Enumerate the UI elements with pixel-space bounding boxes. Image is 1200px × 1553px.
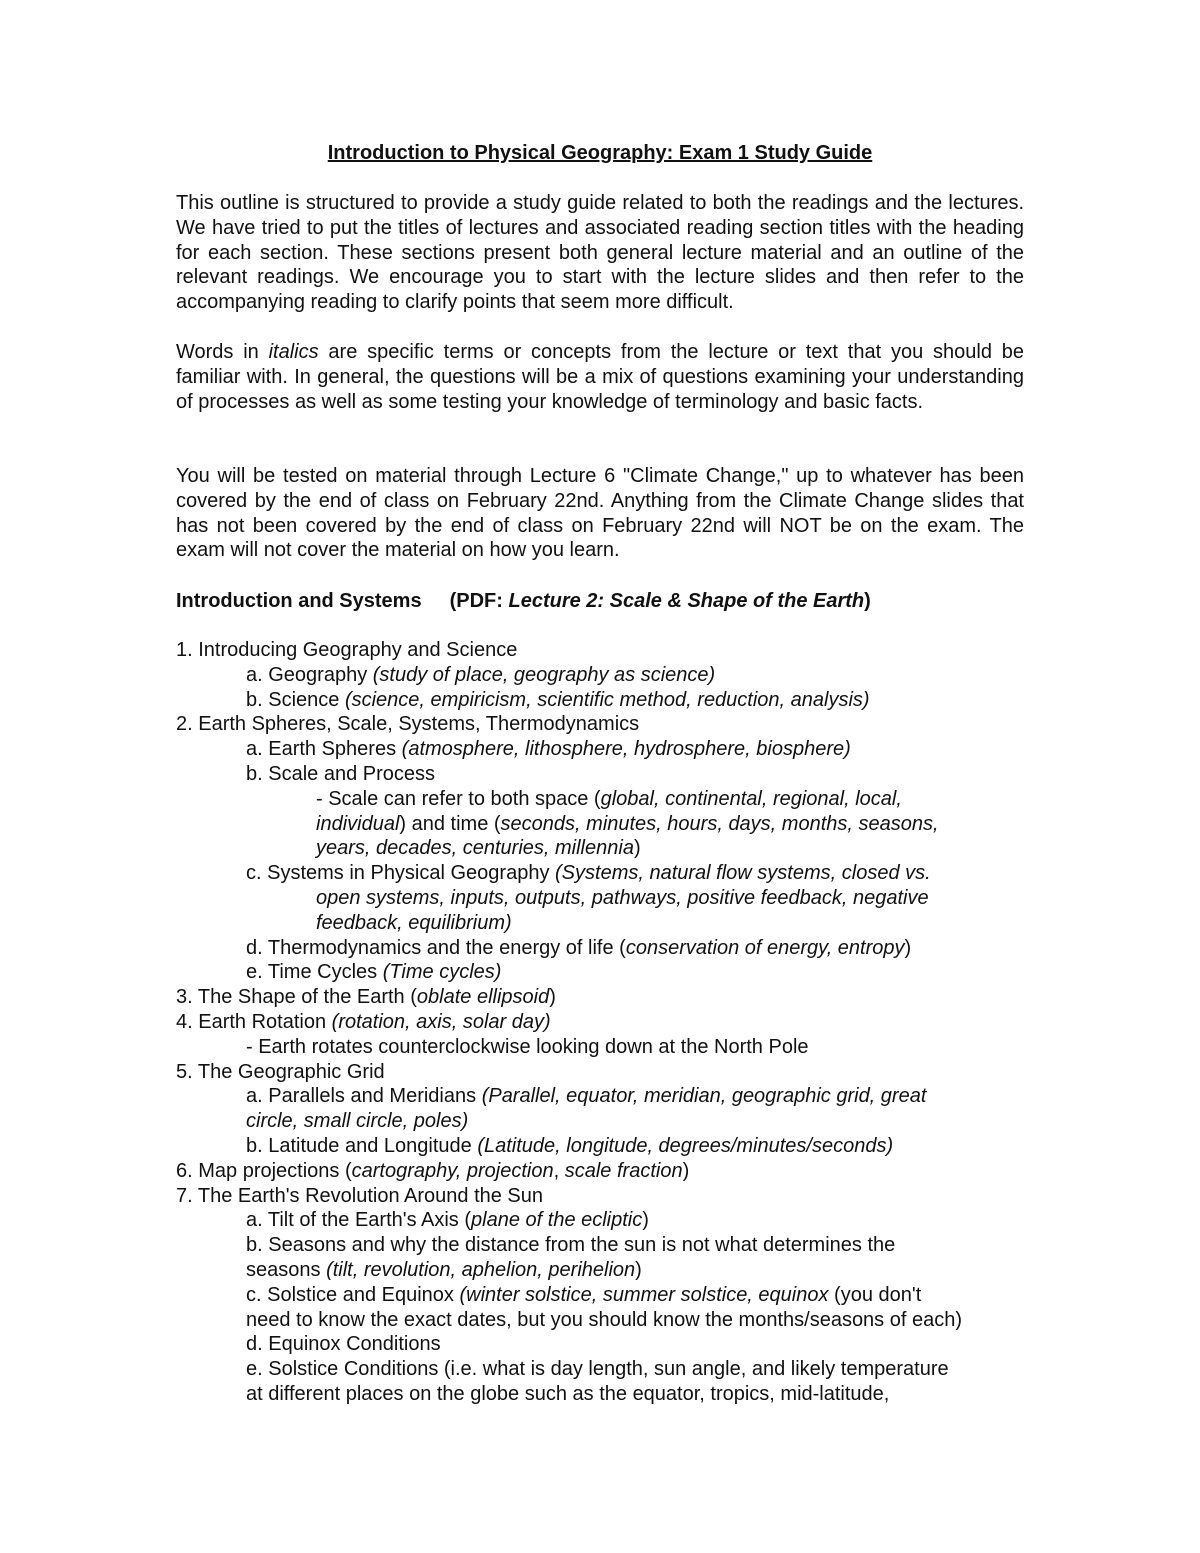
outline-line: [0, 1332, 1200, 1357]
section-heading-pdf-prefix: (PDF:: [449, 590, 509, 612]
outline-line: [0, 712, 1200, 737]
outline-text: ): [635, 1258, 642, 1281]
outline-line: [0, 936, 1200, 961]
outline-term-italic: cartography, projection: [351, 1159, 554, 1182]
outline-text: b. Latitude and Longitude: [246, 1134, 478, 1157]
outline-term-italic: circle, small circle, poles): [246, 1110, 469, 1133]
outline-line: [0, 1084, 1200, 1109]
outline-line: [0, 985, 1200, 1010]
outline-line: [0, 1184, 1200, 1209]
outline-line: [0, 1010, 1200, 1035]
intro-paragraph-2: [176, 340, 1024, 414]
outline-line: [0, 1208, 1200, 1233]
section-heading-title: Introduction and Systems: [176, 590, 422, 612]
outline-text: 1. Introducing Geography and Science: [176, 639, 518, 661]
outline-line: [0, 1159, 1200, 1184]
intro-paragraph-2-post: are specific terms or concepts from the lecture or text that you should be familiar with. In general, the questions will be a mix of questions examining your understanding of processes as well as some testing your knowledge of terminology and basic facts.: [176, 341, 1024, 413]
outline-text: 7. The Earth's Revolution Around the Sun: [176, 1184, 544, 1207]
outline-text: e. Solstice Conditions (i.e. what is day length, sun angle, and likely temperature: [246, 1358, 949, 1381]
outline-text: (you don't: [828, 1283, 922, 1306]
outline-term-italic: feedback, equilibrium): [316, 911, 512, 934]
outline-line: [0, 1308, 1200, 1333]
outline-text: ): [633, 837, 641, 860]
outline-line: [0, 663, 1200, 688]
outline-line: [0, 960, 1200, 985]
intro-paragraph-2-pre: Words in: [176, 341, 269, 363]
outline-line: [0, 1233, 1200, 1258]
outline-term-italic: (rotation, axis, solar day): [331, 1010, 551, 1033]
outline-line: [0, 861, 1200, 886]
outline-term-italic: (winter solstice, summer solstice, equinox: [459, 1283, 829, 1306]
outline-term-italic: seconds, minutes, hours, days, months, seasons,: [500, 812, 939, 835]
outline-text: - Earth rotates counterclockwise looking down at the North Pole: [246, 1035, 809, 1058]
outline-text: a. Tilt of the Earth's Axis (: [246, 1209, 472, 1232]
outline-text: 5. The Geographic Grid: [176, 1060, 385, 1083]
outline-term-italic: (Parallel, equator, meridian, geographic grid, great: [481, 1085, 927, 1108]
section-heading-pdf-reference: Lecture 2: Scale & Shape of the Earth: [508, 590, 865, 612]
outline-text: a. Geography: [246, 663, 373, 686]
outline-term-italic: individual: [316, 812, 400, 835]
outline-text: ,: [553, 1159, 565, 1182]
outline-term-italic: plane of the ecliptic: [471, 1209, 643, 1232]
outline-text: need to know the exact dates, but you should know the months/seasons of each): [246, 1308, 963, 1331]
outline-line: [0, 1134, 1200, 1159]
outline-text: b. Seasons and why the distance from the sun is not what determines the: [246, 1234, 896, 1257]
outline-term-italic: (science, empiricism, scientific method, reduction, analysis): [344, 688, 870, 711]
outline-text: 4. Earth Rotation: [176, 1010, 332, 1033]
outline-text: ): [642, 1209, 649, 1232]
outline-text: ): [682, 1159, 690, 1182]
outline-text: at different places on the globe such as the equator, tropics, mid-latitude,: [246, 1382, 890, 1405]
outline-text: c. Systems in Physical Geography: [246, 862, 556, 885]
outline-term-italic: years, decades, centuries, millennia: [316, 837, 634, 860]
outline-text: 3. The Shape of the Earth (: [176, 986, 417, 1009]
outline-line: [0, 1258, 1200, 1283]
outline-line: [0, 886, 1200, 911]
outline-term-italic: global, continental, regional, local,: [600, 787, 902, 810]
outline-line: [0, 1357, 1200, 1382]
outline-term-italic: oblate ellipsoid: [416, 986, 550, 1009]
outline-line: [0, 1109, 1200, 1134]
outline-line: [0, 1035, 1200, 1060]
outline-text: a. Parallels and Meridians: [246, 1085, 482, 1108]
outline-term-italic: open systems, inputs, outputs, pathways, positive feedback, negative: [316, 886, 929, 909]
outline-line: [0, 812, 1200, 837]
outline-line: [0, 688, 1200, 713]
outline-term-italic: (Latitude, longitude, degrees/minutes/seconds): [477, 1134, 894, 1157]
outline-text: ): [549, 986, 556, 1009]
outline-term-italic: conservation of energy, entropy: [625, 936, 905, 959]
outline-text: seasons: [246, 1258, 327, 1281]
outline-term-italic: (study of place, geography as science): [372, 663, 716, 686]
outline-line: [0, 787, 1200, 812]
outline-text: ) and time (: [399, 812, 501, 835]
outline-line: [0, 737, 1200, 762]
outline-line: [0, 638, 1200, 663]
outline-line: [0, 911, 1200, 936]
outline-text: c. Solstice and Equinox: [246, 1283, 460, 1306]
outline-line: [0, 1382, 1200, 1407]
outline-term-italic: scale fraction: [564, 1159, 683, 1182]
outline-text: d. Thermodynamics and the energy of life (: [246, 936, 626, 959]
outline-text: - Scale can refer to both space (: [316, 787, 601, 810]
outline-list: [0, 638, 1200, 1407]
intro-paragraph-2-italic: italics: [268, 341, 319, 363]
outline-text: b. Scale and Process: [246, 762, 435, 785]
section-heading-pdf-suffix: ): [864, 590, 871, 612]
outline-text: b. Science: [246, 688, 345, 711]
outline-line: [0, 1283, 1200, 1308]
outline-text: 2. Earth Spheres, Scale, Systems, Thermodynamics: [176, 713, 640, 736]
outline-term-italic: (atmosphere, lithosphere, hydrosphere, biosphere): [401, 738, 851, 761]
outline-line: [0, 1060, 1200, 1085]
outline-text: a. Earth Spheres: [246, 738, 402, 761]
outline-text: ): [904, 936, 912, 959]
outline-line: [0, 836, 1200, 861]
outline-line: [0, 762, 1200, 787]
outline-text: d. Equinox Conditions: [246, 1333, 441, 1356]
outline-text: 6. Map projections (: [176, 1159, 352, 1182]
document-title: Introduction to Physical Geography: Exam 1 Study Guide: [327, 142, 873, 164]
intro-paragraph-1: This outline is structured to provide a study guide related to both the readings and the lectures. We have tried to put the titles of lectures and associated reading section titles with the heading for each section. These sections present both general lecture material and an outline of the relevant readings. We encourage you to start with the lecture slides and then refer to the accompanying reading to clarify points that seem more difficult.: [176, 192, 1024, 314]
outline-term-italic: (Systems, natural flow systems, closed vs.: [555, 862, 931, 885]
outline-term-italic: (Time cycles): [382, 961, 502, 984]
section-heading: [176, 589, 1024, 614]
intro-paragraph-3: You will be tested on material through Lecture 6 "Climate Change," up to whatever has been covered by the end of class on February 22nd. Anything from the Climate Change slides that has not been covered by the end of class on February 22nd will NOT be on the exam. The exam will not cover the material on how you learn.: [176, 465, 1024, 562]
outline-term-italic: (tilt, revolution, aphelion, perihelion: [326, 1258, 636, 1281]
outline-text: e. Time Cycles: [246, 961, 383, 984]
